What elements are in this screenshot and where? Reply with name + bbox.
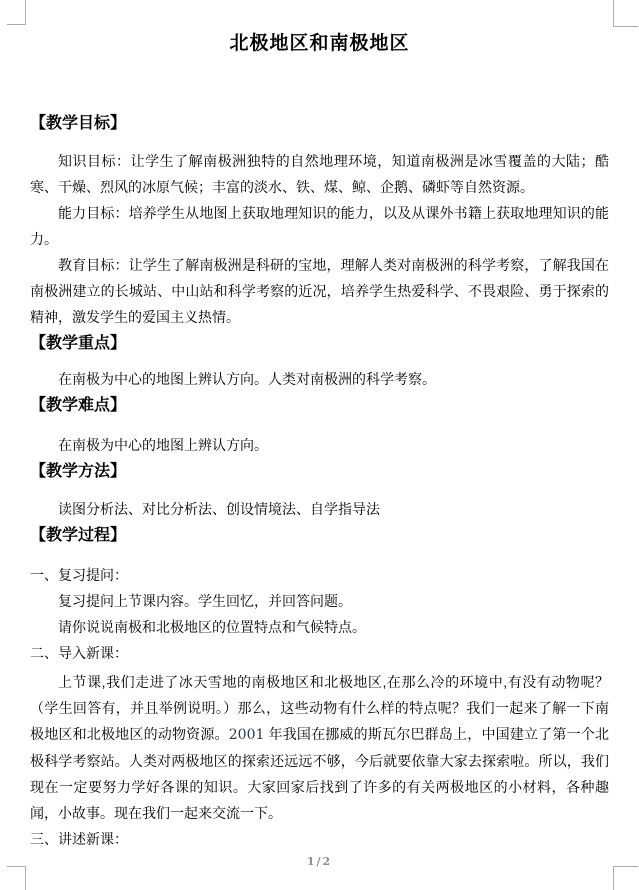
paragraph-difficulties: 在南极为中心的地图上辨认方向。 <box>58 437 268 453</box>
crop-mark-bottom-right <box>613 866 638 890</box>
paragraph-key-points: 在南极为中心的地图上辨认方向。人类对南极洲的科学考察。 <box>58 371 436 387</box>
page-number: 1/2 <box>306 855 333 868</box>
process-step1-line2: 请你说说南极和北极地区的位置特点和气候特点。 <box>58 619 366 635</box>
document-content <box>30 0 609 852</box>
process-step2-title: 二、导入新课： <box>30 645 128 661</box>
heading-teaching-difficulties: 【教学难点】 <box>30 397 127 414</box>
process-step3-title: 三、讲述新课： <box>30 831 128 847</box>
lesson-introduction-text-before-year: 上节课,我们走进了冰天雪地的南极地区和北极地区,在那么冷的环境中,有没有动物呢？（学生回答有，并且举例说明。）那么，这些动物有什么样的特点呢？我们一起来了解一下南极地区和北极地区的动物资源。 <box>30 674 609 742</box>
document-title: 北极地区和南极地区 <box>229 33 410 54</box>
lesson-introduction-text-after-year: 年我国在挪威的斯瓦尔巴群岛上，中国建立了第一个北极科学考察站。人类对两极地区的探索还远远不够，今后就要依靠大家去探索啦。所以，我们现在一定要努力学好各课的知识。大家回家后找到了许多的有关两极地区的小材料，各种趣闻，小故事。现在我们一起来交流一下。 <box>30 726 610 821</box>
process-step1-line1: 复习提问上节课内容。学生回忆，并回答问题。 <box>58 593 352 609</box>
heading-teaching-methods: 【教学方法】 <box>30 463 127 480</box>
paragraph-education-objective: 教育目标：让学生了解南极洲是科研的宝地，理解人类对南极洲的科学考察，了解我国在南极洲建立的长城站、中山站和科学考察的近况，培养学生热爱科学、不畏艰险、勇于探索的精神，激发学生的爱国主义热情。 <box>30 257 609 325</box>
crop-mark-top-right <box>613 0 638 27</box>
lesson-introduction-year: 2001 <box>228 727 265 743</box>
crop-mark-bottom-left <box>7 866 26 890</box>
heading-teaching-key-points: 【教学重点】 <box>30 335 127 352</box>
crop-mark-top-left <box>7 0 26 25</box>
paragraph-ability-objective: 能力目标：培养学生从地图上获取地理知识的能力，以及从课外书籍上获取地理知识的能力。 <box>30 205 609 247</box>
heading-teaching-process: 【教学过程】 <box>30 527 127 544</box>
paragraph-methods: 读图分析法、对比分析法、创设情境法、自学指导法 <box>58 501 380 517</box>
paragraph-knowledge-objective: 知识目标：让学生了解南极洲独特的自然地理环境，知道南极洲是冰雪覆盖的大陆；酷寒、干燥、烈风的冰原气候；丰富的淡水、铁、煤、鲸、企鹅、磷虾等自然资源。 <box>30 153 609 195</box>
heading-teaching-objectives: 【教学目标】 <box>30 115 127 132</box>
paragraph-lesson-introduction <box>30 669 609 826</box>
process-step1-title: 一、复习提问： <box>30 567 128 583</box>
